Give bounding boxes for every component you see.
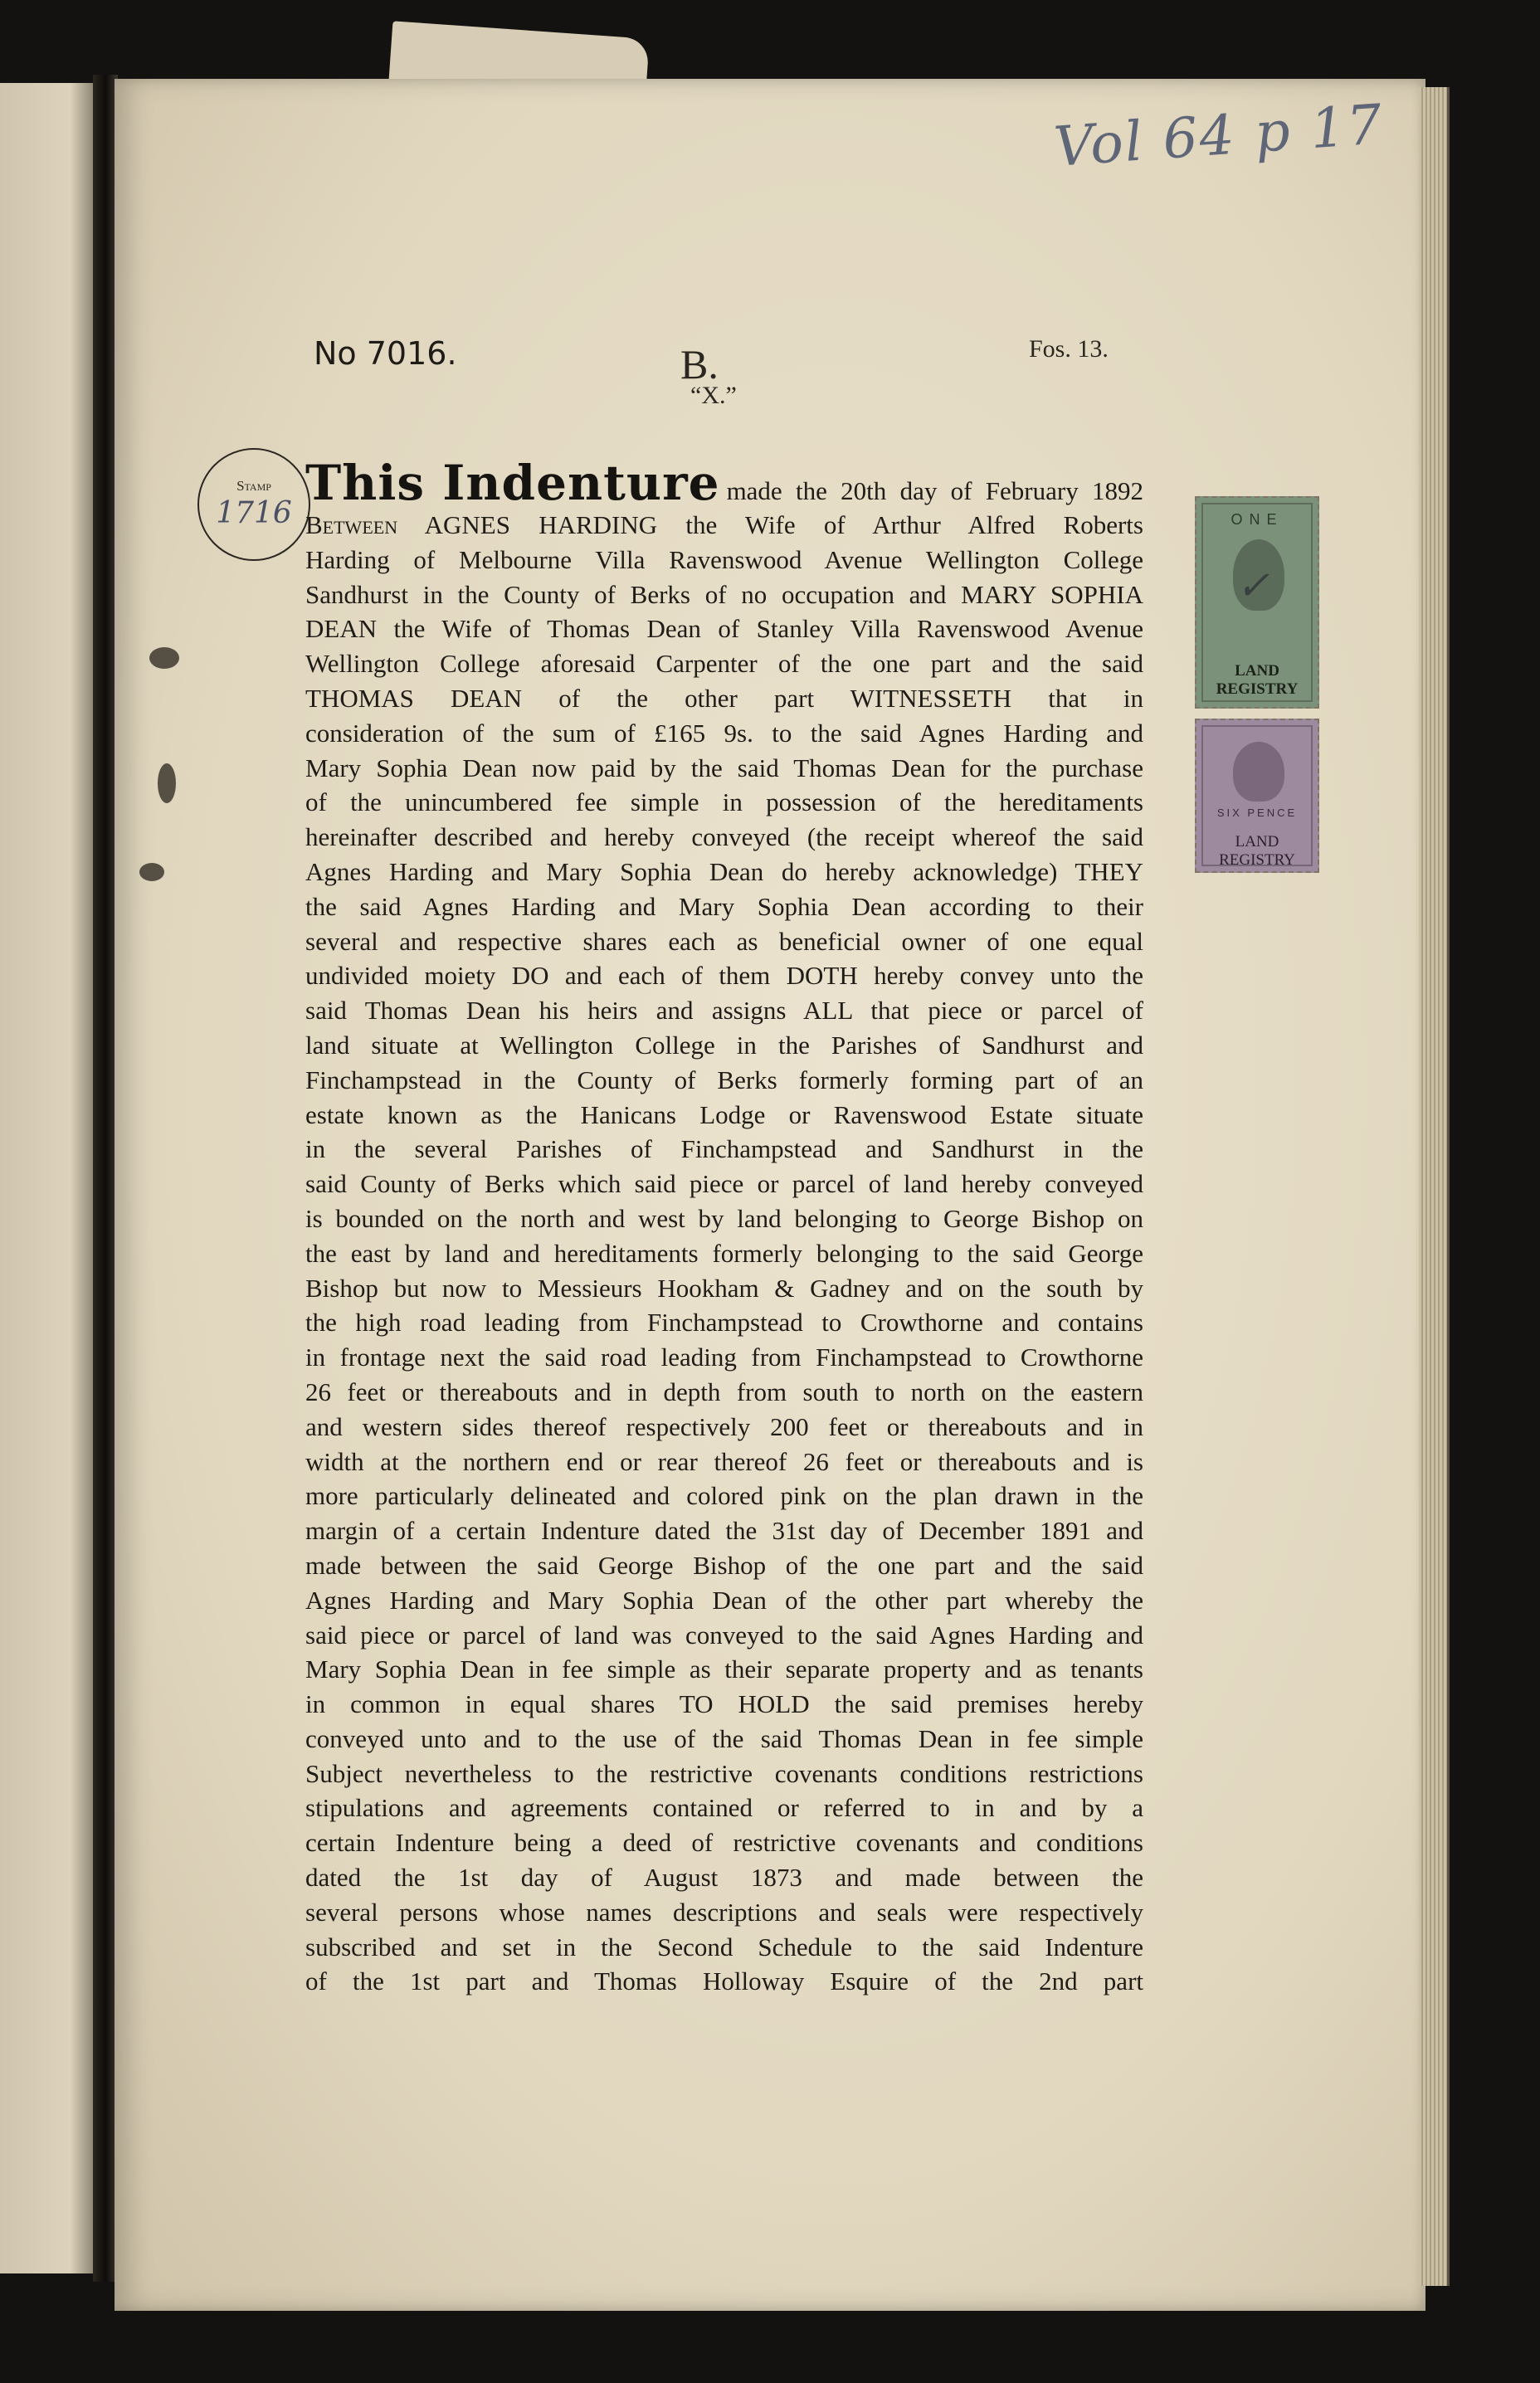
deed-line: is bounded on the north and west by land belonging to George Bishop on — [305, 1203, 1143, 1233]
deed-line: DEAN the Wife of Thomas Dean of Stanley Villa Ravenswood Avenue — [305, 614, 1143, 644]
cancellation-mark-icon: ✓ — [1236, 563, 1270, 609]
deed-line: said County of Berks which said piece or parcel of land hereby conveyed — [305, 1169, 1143, 1199]
stamp-number: 1716 — [216, 496, 292, 530]
deed-line: Mary Sophia Dean now paid by the said Thomas Dean for the purchase — [305, 753, 1143, 782]
stamp-label: Stamp — [236, 478, 271, 494]
registry-stamp-circle — [197, 448, 310, 561]
deed-line: Subject nevertheless to the restrictive covenants conditions restrictions — [305, 1758, 1143, 1788]
deed-line: Agnes Harding and Mary Sophia Dean do hereby acknowledge) THEY — [305, 856, 1143, 886]
stamp-text-line: REGISTRY — [1216, 680, 1299, 698]
indenture-title: This Indenture — [305, 455, 720, 511]
deed-line: the said Agnes Harding and Mary Sophia Dean according to their — [305, 891, 1143, 921]
stamp-frame — [1201, 725, 1313, 869]
deed-line: Wellington College aforesaid Carpenter of the one part and the said — [305, 649, 1143, 679]
deed-line: 26 feet or thereabouts and in depth from south to north on the eastern — [305, 1377, 1143, 1406]
stamp-text — [1203, 662, 1311, 699]
deed-body — [305, 508, 1143, 1999]
deed-line: THOMAS DEAN of the other part WITNESSETH that in — [305, 683, 1143, 713]
deed-line: margin of a certain Indenture dated the 31st day of December 1891 and — [305, 1516, 1143, 1546]
deed-line: land situate at Wellington College in the Parishes of Sandhurst and — [305, 1030, 1143, 1060]
deed-line: stipulations and agreements contained or referred to in and by a — [305, 1793, 1143, 1823]
deed-line: certain Indenture being a deed of restrictive covenants and conditions — [305, 1828, 1143, 1858]
between-keyword: Between — [305, 510, 398, 539]
page-stack-edge — [1419, 87, 1450, 2286]
deed-line: Bishop but now to Messieurs Hookham & Gadney and on the south by — [305, 1273, 1143, 1303]
deed-line: dated the 1st day of August 1873 and made between the — [305, 1863, 1143, 1893]
ink-stain — [158, 763, 176, 803]
deed-opening: made the 20th day of February 1892 — [726, 476, 1143, 505]
deed-line: said Thomas Dean his heirs and assigns ALL that piece or parcel of — [305, 996, 1143, 1026]
deed-line: of the 1st part and Thomas Holloway Esquire of the 2nd part — [305, 1966, 1143, 1996]
deed-line: several persons whose names descriptions and seals were respectively — [305, 1897, 1143, 1927]
deed-line: more particularly delineated and colored pink on the plan drawn in the — [305, 1481, 1143, 1511]
deed-line: of the unincumbered fee simple in possession of the hereditaments — [305, 787, 1143, 817]
deed-line: in frontage next the said road leading from Finchampstead to Crowthorne — [305, 1343, 1143, 1372]
deed-heading-line — [305, 455, 1143, 511]
deed-line: Mary Sophia Dean in fee simple as their separate property and as tenants — [305, 1654, 1143, 1684]
deed-line: undivided moiety DO and each of them DOTH hereby convey unto the — [305, 961, 1143, 991]
deed-line: Finchampstead in the County of Berks formerly forming part of an — [305, 1065, 1143, 1094]
deed-line: made between the said George Bishop of the one part and the said — [305, 1550, 1143, 1580]
deed-line: in common in equal shares TO HOLD the said premises hereby — [305, 1689, 1143, 1719]
deed-line: several and respective shares each as beneficial owner of one equal — [305, 926, 1143, 956]
deed-line: width at the northern end or rear thereof 26 feet or thereabouts and is — [305, 1446, 1143, 1476]
deed-line: Harding of Melbourne Villa Ravenswood Avenue Wellington College — [305, 544, 1143, 574]
quoted-letter: “X.” — [690, 382, 737, 409]
document-number: No 7016. — [314, 335, 457, 372]
deed-line: subscribed and set in the Second Schedule to the said Indenture — [305, 1932, 1143, 1961]
deed-line: in the several Parishes of Finchampstead and Sandhurst in the — [305, 1134, 1143, 1164]
revenue-stamp-sixpence — [1195, 719, 1319, 873]
folio-count: Fos. 13. — [1029, 335, 1109, 363]
facing-page-edge — [0, 83, 100, 2273]
deed-line-text: AGNES HARDING the Wife of Arthur Alfred Roberts — [424, 510, 1143, 539]
deed-line: conveyed unto and to the use of the said Thomas Dean in fee simple — [305, 1723, 1143, 1753]
deed-line: the high road leading from Finchampstead to Crowthorne and contains — [305, 1308, 1143, 1338]
stamp-text-line: LAND — [1235, 662, 1279, 680]
stamp-denomination: SIX PENCE — [1216, 807, 1298, 819]
stamp-frame — [1201, 503, 1313, 702]
stamp-text — [1203, 833, 1311, 870]
deed-line: consideration of the sum of £165 9s. to the said Agnes Harding and — [305, 718, 1143, 748]
stamp-denomination: ONE — [1231, 511, 1284, 528]
deed-line: estate known as the Hanicans Lodge or Ravenswood Estate situate — [305, 1099, 1143, 1129]
revenue-stamp-one — [1195, 496, 1319, 709]
deed-line: the east by land and hereditaments formerly belonging to the said George — [305, 1238, 1143, 1268]
deed-line: hereinafter described and hereby conveyed (the receipt whereof the said — [305, 822, 1143, 852]
deed-line: said piece or parcel of land was conveyed to the said Agnes Harding and — [305, 1620, 1143, 1650]
queen-portrait-icon — [1233, 742, 1284, 802]
deed-line: Agnes Harding and Mary Sophia Dean of the other part whereby the — [305, 1585, 1143, 1615]
stamp-text-line: REGISTRY — [1219, 851, 1295, 869]
ink-stain — [139, 863, 164, 881]
stamp-text-line: LAND — [1235, 833, 1279, 850]
section-mark: B. — [680, 341, 719, 387]
ink-stain — [149, 647, 179, 669]
deed-line: Sandhurst in the County of Berks of no occupation and MARY SOPHIA — [305, 579, 1143, 609]
handwritten-volume-reference: Vol 64 p 17 — [1051, 92, 1386, 179]
deed-line — [305, 508, 1143, 543]
deed-line: and western sides thereof respectively 200 feet or thereabouts and in — [305, 1411, 1143, 1441]
